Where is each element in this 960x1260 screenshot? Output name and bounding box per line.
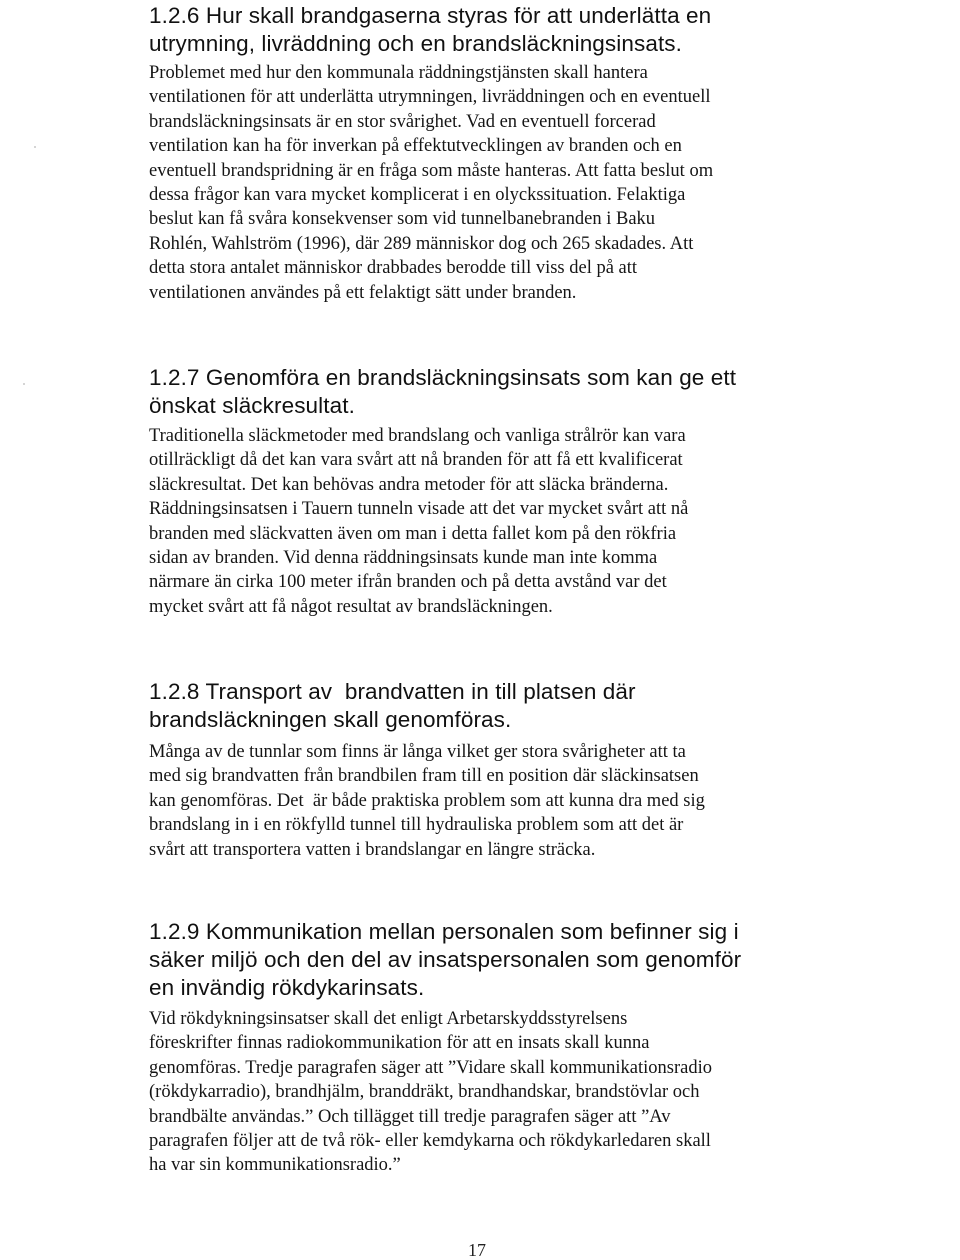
section-paragraph: [149, 61, 819, 305]
section-heading: [149, 918, 819, 1002]
heading-line: 1.2.8 Transport av brandvatten in till platsen där: [149, 679, 636, 704]
paragraph-line: paragrafen följer att de två rök- eller kemdykarna och rökdykarledaren skall: [149, 1131, 711, 1152]
paragraph-line: ventilation kan ha för inverkan på effektutvecklingen av branden och en: [149, 136, 682, 157]
paragraph-line: Vid rökdykningsinsatser skall det enligt Arbetarskyddsstyrelsens: [149, 1009, 628, 1029]
paragraph-line: (rökdykarradio), brandhjälm, branddräkt, brandhandskar, brandstövlar och: [149, 1082, 700, 1103]
paragraph-line: svårt att transportera vatten i brandslangar en längre sträcka.: [149, 839, 596, 860]
paragraph-line: mycket svårt att få något resultat av brandsläckningen.: [149, 596, 553, 617]
section-1-2-6: [149, 2, 819, 305]
paragraph-line: kan genomföras. Det är både praktiska problem som att kunna dra med sig: [149, 790, 705, 811]
paragraph-line: dessa frågor kan vara mycket komplicerat i en olyckssituation. Felaktiga: [149, 185, 686, 206]
paragraph-line: släckresultat. Det kan behövas andra metoder för att släcka bränderna.: [149, 474, 669, 495]
paragraph-line: Många av de tunnlar som finns är långa vilket ger stora svårigheter att ta: [149, 742, 686, 762]
scan-speck: [34, 146, 36, 148]
paragraph-line: ha var sin kommunikationsradio.”: [149, 1155, 401, 1176]
paragraph-line: brandbälte användas.” Och tillägget till tredje paragrafen säger att ”Av: [149, 1106, 671, 1127]
paragraph-line: närmare än cirka 100 meter ifrån branden och på detta avstånd var det: [149, 572, 667, 593]
paragraph-line: beslut kan få svåra konsekvenser som vid tunnelbanebranden i Baku: [149, 209, 656, 230]
paragraph-line: eventuell brandspridning är en fråga som måste hanteras. Att fatta beslut om: [149, 160, 714, 181]
section-heading: [149, 678, 819, 734]
section-heading: [149, 2, 819, 58]
paragraph-line: Rohlén, Wahlström (1996), där 289 människor dog och 265 skadades. Att: [149, 233, 694, 254]
paragraph-line: otillräckligt då det kan vara svårt att nå branden för att få ett kvalificerat: [149, 450, 683, 471]
heading-line: utrymning, livräddning och en brandsläckningsinsats.: [149, 31, 682, 56]
section-heading: [149, 364, 819, 420]
heading-line: säker miljö och den del av insatspersonalen som genomför: [149, 947, 742, 972]
paragraph-line: detta stora antalet människor drabbades berodde till viss del på att: [149, 258, 638, 279]
paragraph-line: brandsläckningsinsats är en stor svårighet. Vad en eventuell forcerad: [149, 111, 656, 132]
paragraph-line: Problemet med hur den kommunala räddningstjänsten skall hantera: [149, 63, 648, 83]
section-1-2-7: [149, 364, 819, 619]
heading-line: 1.2.9 Kommunikation mellan personalen som befinner sig i: [149, 919, 739, 944]
section-paragraph: [149, 1007, 819, 1178]
heading-line: en invändig rökdykarinsats.: [149, 975, 425, 1000]
section-paragraph: [149, 424, 819, 619]
paragraph-line: ventilationen för att underlätta utrymningen, livräddningen och en eventuell: [149, 87, 711, 108]
paragraph-line: Räddningsinsatsen i Tauern tunneln visade att det var mycket svårt att nå: [149, 499, 689, 520]
paragraph-line: ventilationen användes på ett felaktigt sätt under branden.: [149, 282, 577, 303]
paragraph-line: branden med släckvatten även om man i detta fallet kom på den rökfria: [149, 523, 677, 544]
paragraph-line: Traditionella släckmetoder med brandslang och vanliga strålrör kan vara: [149, 426, 686, 446]
paragraph-line: brandslang in i en rökfylld tunnel till hydrauliska problem som att det är: [149, 815, 684, 836]
heading-line: brandsläckningen skall genomföras.: [149, 707, 512, 732]
heading-line: 1.2.6 Hur skall brandgaserna styras för att underlätta en: [149, 3, 712, 28]
section-1-2-8: [149, 678, 819, 862]
page-number: [0, 1240, 960, 1260]
paragraph-line: föreskrifter finnas radiokommunikation för att en insats skall kunna: [149, 1033, 650, 1054]
section-1-2-9: [149, 918, 819, 1178]
paragraph-line: sidan av branden. Vid denna räddningsinsats kunde man inte komma: [149, 548, 658, 569]
heading-line: 1.2.7 Genomföra en brandsläckningsinsats som kan ge ett: [149, 365, 737, 390]
page-number-text: 17: [468, 1240, 486, 1260]
scan-speck: [23, 383, 25, 385]
section-paragraph: [149, 740, 819, 862]
paragraph-line: genomföras. Tredje paragrafen säger att ”Vidare skall kommunikationsradio: [149, 1057, 712, 1078]
paragraph-line: med sig brandvatten från brandbilen fram till en position där släckinsatsen: [149, 766, 699, 787]
heading-line: önskat släckresultat.: [149, 393, 355, 418]
